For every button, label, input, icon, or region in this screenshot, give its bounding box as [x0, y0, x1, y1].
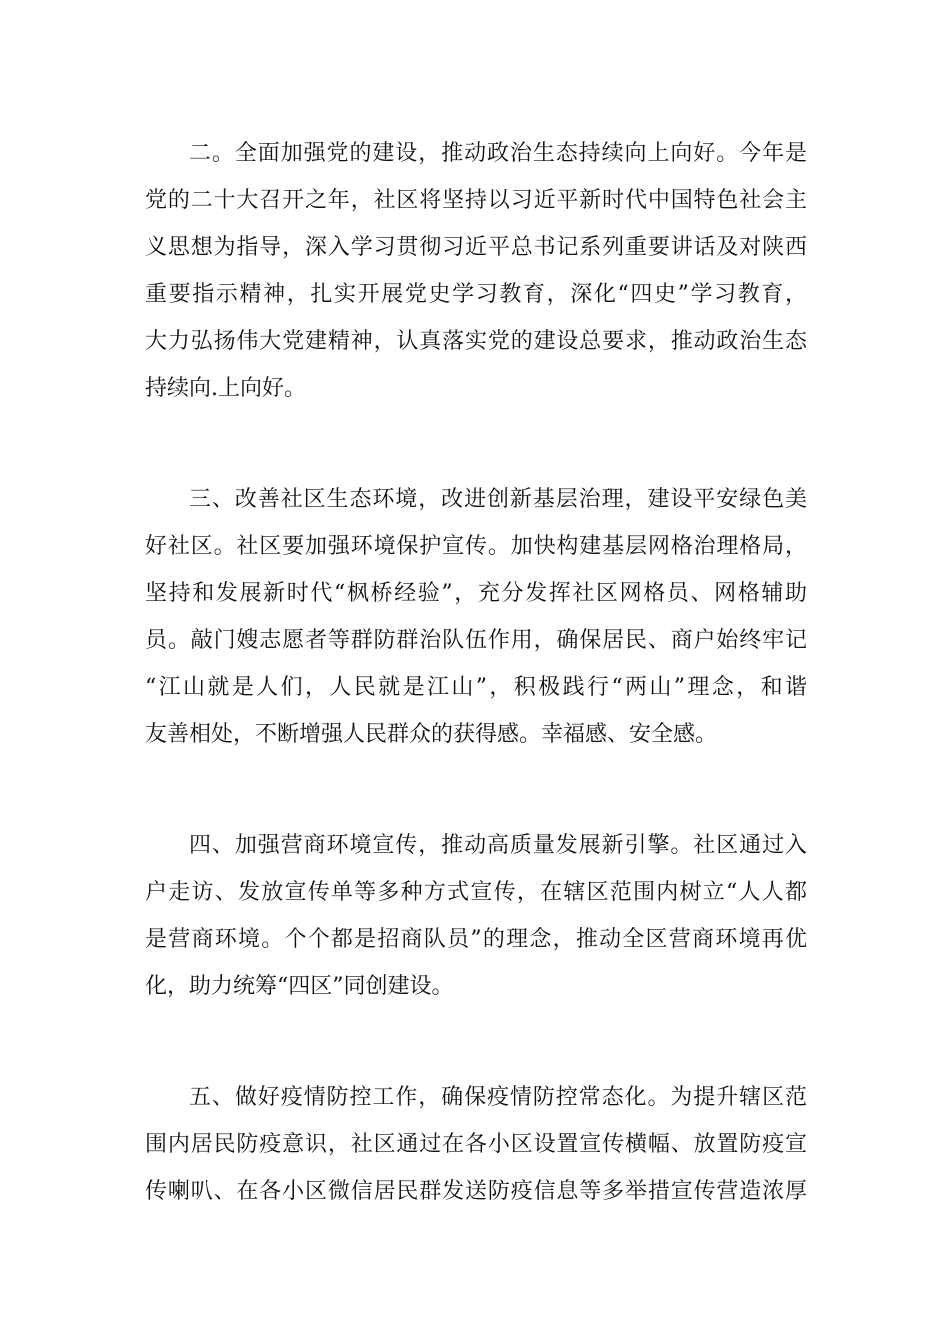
text-line: 五、做好疫情防控工作，确保疫情防控常态化。为提升辖区范 [189, 1085, 807, 1110]
text-line: 重要指示精神，扎实开展党史学习教育，深化“四史”学习教育， [145, 282, 807, 307]
text-line: 义思想为指导，深入学习贯彻习近平总书记系列重要讲话及对陕西 [145, 235, 807, 260]
text-line: 员。敲门嫂志愿者等群防群治队伍作用，确保居民、商户始终牢记 [145, 628, 807, 653]
text-line: 持续向.上向好。 [145, 376, 306, 401]
text-line: 四、加强营商环境宣传，推动高质量发展新引擎。社区通过入 [189, 833, 807, 858]
text-line: 是营商环境。个个都是招商队员”的理念，推动全区营商环境再优 [145, 927, 807, 952]
text-line: 大力弘扬伟大党建精神，认真落实党的建设总要求，推动政治生态 [145, 329, 807, 354]
text-line: 二。全面加强党的建设，推动政治生态持续向上向好。今年是 [189, 141, 807, 166]
text-line: “江山就是人们，人民就是江山”，积极践行“两山”理念，和谐 [145, 675, 807, 700]
text-line: 传喇叭、在各小区微信居民群发送防疫信息等多举措宣传营造浓厚 [145, 1179, 807, 1204]
text-line: 党的二十大召开之年，社区将坚持以习近平新时代中国特色社会主 [145, 188, 807, 213]
text-line: 三、改善社区生态环境，改进创新基层治理，建设平安绿色美 [189, 487, 807, 512]
text-line: 化，助力统筹“四区”同创建设。 [145, 974, 454, 999]
text-line: 坚持和发展新时代“枫桥经验”，充分发挥社区网格员、网格辅助 [145, 581, 807, 606]
text-line: 户走访、发放宣传单等多种方式宣传，在辖区范围内树立“人人都 [145, 880, 807, 905]
text-line: 围内居民防疫意识，社区通过在各小区设置宣传横幅、放置防疫宣 [145, 1132, 807, 1157]
text-line: 好社区。社区要加强环境保护宣传。加快构建基层网格治理格局， [145, 534, 807, 559]
text-line: 友善相处，不断增强人民群众的获得感。幸福感、安全感。 [145, 722, 718, 747]
